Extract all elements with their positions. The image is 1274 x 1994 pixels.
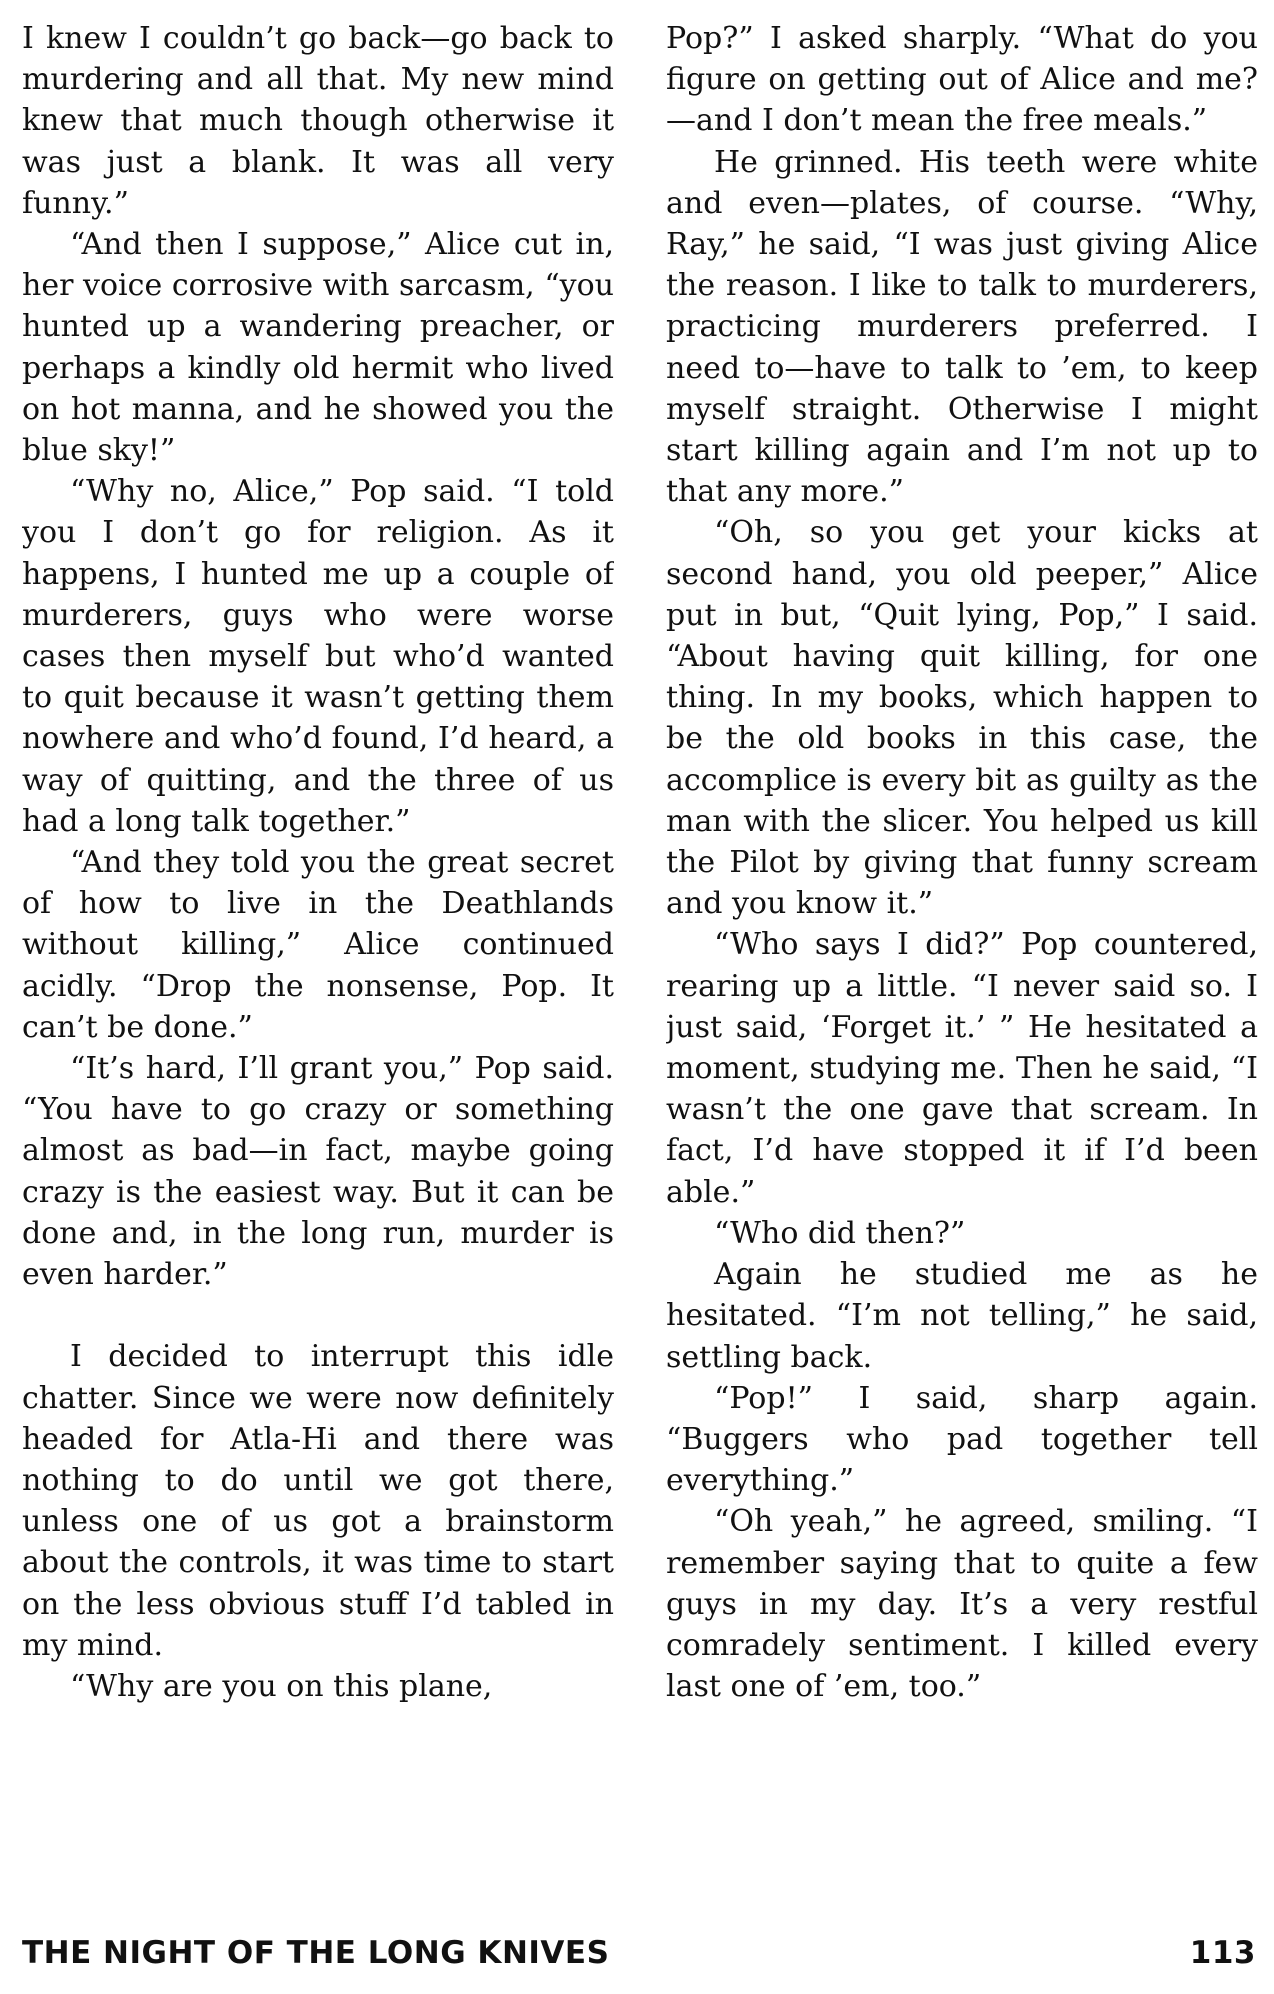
paragraph: I decided to interrupt this idle chatter. Since we were now definitely headed for Atla-Hi and there was nothing to do until we got there, unless one of us got a brainstorm about the controls, it was time to start on the less obvious stuff I’d tabled in my mind. (22, 1339, 614, 1663)
page-number: 113 (1189, 1935, 1256, 1971)
paragraph: He grinned. His teeth were white and even—plates, of course. “Why, Ray,” he said, “I was just giving Alice the reason. I like to talk to murderers, practicing murderers preferred. I need to—have to talk to ’em, to keep myself straight. Otherwise I might start killing again and I’m not up to that any more.” (666, 144, 1258, 510)
paragraph: Again he studied me as he hesitated. “I’m not telling,” he said, settling back. (666, 1257, 1258, 1375)
paragraph: “It’s hard, I’ll grant you,” Pop said. “You have to go crazy or something almost as bad—in fact, maybe going crazy is the easiest way. But it can be done and, in the long run, murder is even harder.” (22, 1051, 614, 1293)
paragraph: “And then I suppose,” Alice cut in, her voice corrosive with sarcasm, “you hunted up a wandering preacher, or perhaps a kindly old hermit who lived on hot manna, and he showed you the blue sky!” (22, 227, 614, 469)
paragraph: “Who did then?” (714, 1215, 966, 1251)
paragraph: “Why are you on this plane, (70, 1668, 493, 1704)
paragraph: “And they told you the great secret of how to live in the Deathlands without killing,” Alice continued acidly. “Drop the nonsense, Pop. It can’t be done.” (22, 845, 614, 1045)
paragraph: “Who says I did?” Pop countered, rearing up a little. “I never said so. I just said, ‘Forget it.’ ” He hesitated a moment, studying me. Then he said, “I wasn’t the one gave that scream. In fact, I’d have stopped it if I’d been able.” (666, 927, 1258, 1210)
page-footer (22, 1928, 1256, 1978)
text-columns (22, 18, 1258, 1918)
running-title: THE NIGHT OF THE LONG KNIVES (22, 1935, 610, 1971)
left-column (22, 18, 614, 1918)
paragraph: “Why no, Alice,” Pop said. “I told you I don’t go for religion. As it happens, I hunted me up a couple of murderers, guys who were worse cases then myself but who’d wanted to quit because it wasn’t getting them nowhere and who’d found, I’d heard, a way of quitting, and the three of us had a long talk together.” (22, 474, 614, 839)
right-column (666, 18, 1258, 1918)
paragraph: “Oh, so you get your kicks at second hand, you old peeper,” Alice put in but, “Quit lying, Pop,” I said. “About having quit killing, for one thing. In my books, which happen to be the old books in this case, the accomplice is every bit as guilty as the man with the slicer. You helped us kill the Pilot by giving that funny scream and you know it.” (666, 515, 1258, 922)
paragraph: I knew I couldn’t go back—go back to murdering and all that. My new mind knew that much though otherwise it was just a blank. It was all very funny.” (22, 21, 614, 221)
paragraph: “Pop!” I said, sharp again. “Buggers who pad together tell everything.” (666, 1380, 1258, 1499)
paragraph: Pop?” I asked sharply. “What do you figure on getting out of Alice and me?—and I don’t mean the free meals.” (666, 21, 1258, 139)
paragraph: “Oh yeah,” he agreed, smiling. “I remember saying that to quite a few guys in my day. It’s a very restful comradely sentiment. I killed every last one of ’em, too.” (666, 1504, 1258, 1705)
